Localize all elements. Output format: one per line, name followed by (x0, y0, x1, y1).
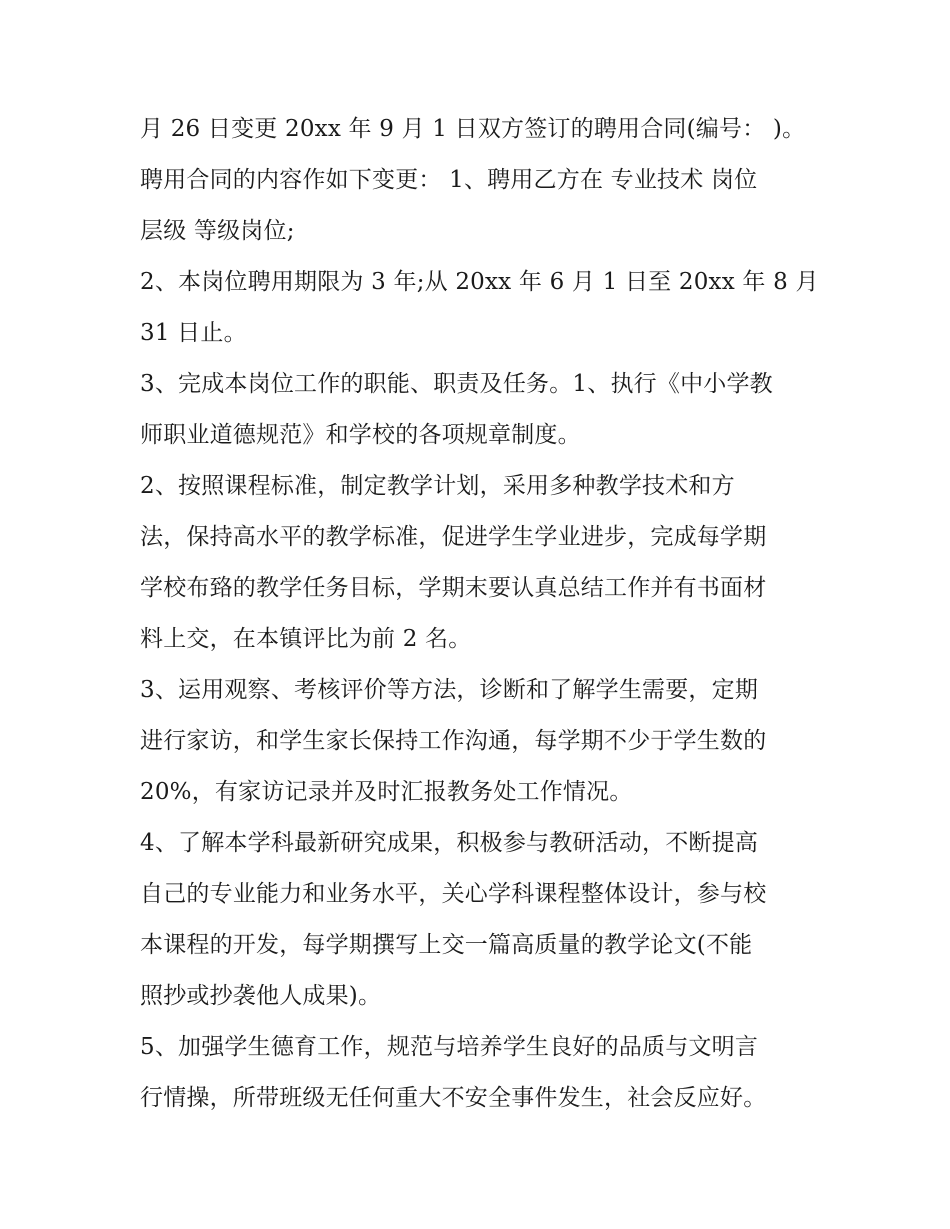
text-line: 5、加强学生德育工作，规范与培养学生良好的品质与文明言 (140, 1034, 759, 1060)
text-line: 学校布臵的教学任务目标，学期末要认真总结工作并有书面材 (140, 575, 767, 601)
text-line: 照抄或抄袭他人成果)。 (140, 983, 382, 1009)
text-line: 法，保持高水平的教学标准，促进学生学业进步，完成每学期 (140, 524, 767, 550)
document-body (140, 104, 820, 1124)
text-line: 20%，有家访记录并及时汇报教务处工作情况。 (140, 779, 633, 805)
text-line: 本课程的开发，每学期撰写上交一篇高质量的教学论文(不能 (140, 932, 753, 958)
text-line: 月 26 日变更 20xx 年 9 月 1 日双方签订的聘用合同(编号： )。 (140, 116, 806, 142)
text-line: 自己的专业能力和业务水平，关心学科课程整体设计，参与校 (140, 881, 767, 907)
text-line: 聘用合同的内容作如下变更： 1、聘用乙方在 专业技术 岗位 (140, 167, 758, 193)
text-line: 行情操，所带班级无任何重大不安全事件发生，社会反应好。 (140, 1085, 767, 1111)
text-line: 31 日止。 (140, 320, 247, 346)
text-line: 料上交，在本镇评比为前 2 名。 (140, 626, 472, 652)
text-line: 3、完成本岗位工作的职能、职责及任务。1、执行《中小学教 (140, 371, 773, 397)
text-line: 2、本岗位聘用期限为 3 年;从 20xx 年 6 月 1 日至 20xx 年 8 月 (140, 269, 819, 295)
text-line: 进行家访，和学生家长保持工作沟通，每学期不少于学生数的 (140, 728, 767, 754)
text-line: 师职业道德规范》和学校的各项规章制度。 (140, 422, 581, 448)
text-line: 3、运用观察、考核评价等方法，诊断和了解学生需要，定期 (140, 677, 759, 703)
text-line: 层级 等级岗位; (140, 218, 295, 244)
text-line: 2、按照课程标准，制定教学计划，采用多种教学技术和方 (140, 473, 735, 499)
text-line: 4、了解本学科最新研究成果，积极参与教研活动，不断提高 (140, 830, 759, 856)
